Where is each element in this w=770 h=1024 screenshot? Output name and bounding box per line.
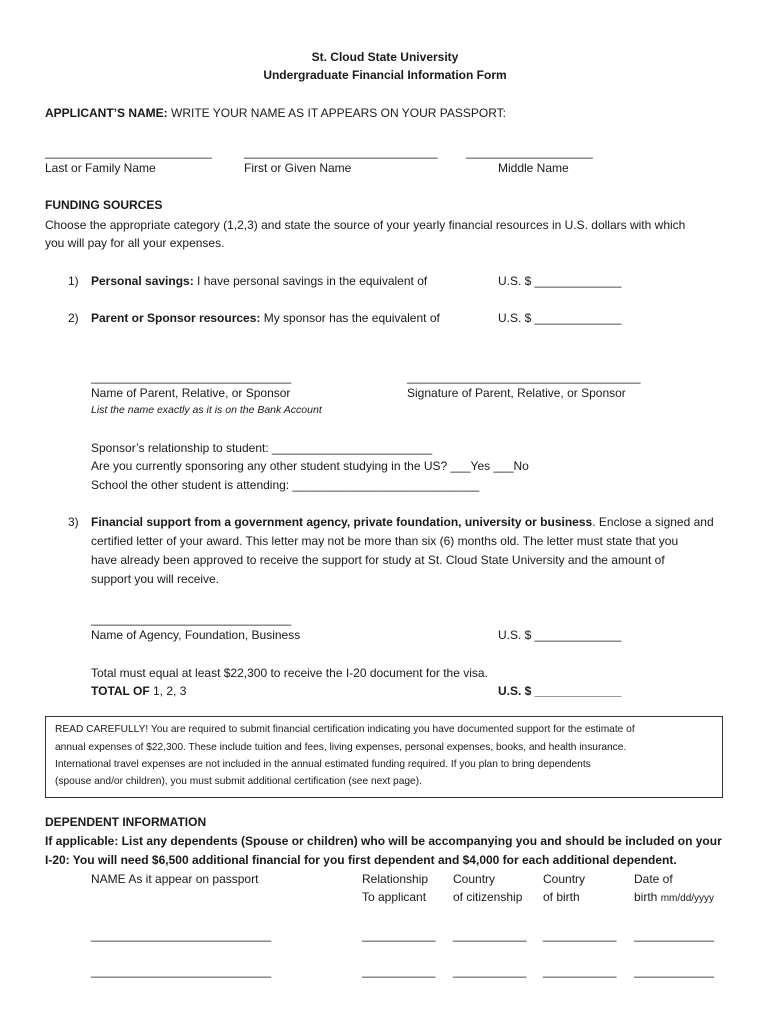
dependent-1-relationship-field[interactable]: ___________: [362, 928, 436, 942]
item3-line1: [91, 515, 714, 529]
sponsor-signature-field[interactable]: ___________________________________: [407, 370, 641, 384]
item1-number: 1): [68, 274, 79, 288]
dependent-line2: I-20: You will need $6,500 additional financial for you first dependent and $4,000 for each additional dependent.: [45, 853, 677, 867]
dependent-line1: If applicable: List any dependents (Spouse or children) who will be accompanying you and should be included on your: [45, 834, 722, 848]
notice-line2: annual expenses of $22,300. These include tuition and fees, living expenses, personal expenses, books, and health insurance.: [55, 742, 627, 753]
col-dob-label: birth: [634, 890, 658, 904]
item3-line3: have already been approved to receive the support for study at St. Cloud State University and the amount of: [91, 553, 665, 567]
read-carefully-notice: [45, 716, 723, 798]
dependent-2-name-field[interactable]: ___________________________: [91, 964, 272, 978]
item3-text1: . Enclose a signed and: [592, 515, 714, 529]
dependent-heading: DEPENDENT INFORMATION: [45, 815, 207, 829]
item2-bold: Parent or Sponsor resources:: [91, 311, 261, 325]
form-title: Undergraduate Financial Information Form: [263, 68, 507, 82]
dependent-2-citizenship-field[interactable]: ___________: [453, 964, 527, 978]
sponsor-signature-label: Signature of Parent, Relative, or Sponsor: [407, 386, 626, 400]
agency-name-label: Name of Agency, Foundation, Business: [91, 628, 301, 642]
dependent-1-birth-country-field[interactable]: ___________: [543, 928, 617, 942]
sponsor-name-field[interactable]: ______________________________: [91, 370, 292, 384]
item3-number: 3): [68, 515, 79, 529]
col-dob-header-2: [634, 890, 714, 904]
total-bold: TOTAL OF: [91, 684, 150, 698]
funding-intro-line1: Choose the appropriate category (1,2,3) and state the source of your yearly financial resources in U.S. dollars with which: [45, 218, 686, 232]
item3-line4: support you will receive.: [91, 572, 220, 586]
agency-name-field[interactable]: ______________________________: [91, 612, 292, 626]
total-text: 1, 2, 3: [149, 684, 187, 698]
other-student-school-field[interactable]: School the other student is attending: ____________________________: [91, 478, 480, 492]
applicant-instruction: [45, 106, 506, 120]
sponsor-name-label: Name of Parent, Relative, or Sponsor: [91, 386, 291, 400]
item1-bold: Personal savings:: [91, 274, 194, 288]
col-birth-country-header-2: of birth: [543, 890, 580, 904]
item1-amount-field[interactable]: U.S. $ _____________: [498, 274, 622, 288]
funding-heading: FUNDING SOURCES: [45, 198, 163, 212]
dependent-2-dob-field[interactable]: ____________: [634, 964, 715, 978]
col-dob-format: mm/dd/yyyy: [660, 893, 715, 904]
col-relationship-header-2: To applicant: [362, 890, 427, 904]
item2-text: [91, 311, 440, 325]
first-name-label: First or Given Name: [244, 161, 352, 175]
applicant-label: APPLICANT’S NAME:: [45, 106, 168, 120]
dependent-2-relationship-field[interactable]: ___________: [362, 964, 436, 978]
university-name: St. Cloud State University: [311, 50, 459, 64]
sponsor-relationship-field[interactable]: Sponsor’s relationship to student: ________________________: [91, 441, 433, 455]
col-citizenship-header-2: of citizenship: [453, 890, 523, 904]
other-student-question[interactable]: Are you currently sponsoring any other student studying in the US? ___Yes ___No: [91, 459, 529, 473]
item3-amount-field[interactable]: U.S. $ _____________: [498, 628, 622, 642]
dependent-2-birth-country-field[interactable]: ___________: [543, 964, 617, 978]
dependent-1-dob-field[interactable]: ____________: [634, 928, 715, 942]
funding-intro-line2: you will pay for all your expenses.: [45, 236, 225, 250]
total-amount-field[interactable]: U.S. $ _____________: [498, 684, 622, 698]
item1-text: [91, 274, 427, 288]
notice-line1: READ CAREFULLY! You are required to submit financial certification indicating you have documented support for the estimate of: [55, 724, 635, 735]
middle-name-field[interactable]: ___________________: [466, 145, 593, 159]
item3-bold: Financial support from a government agency, private foundation, university or business: [91, 515, 593, 529]
last-name-label: Last or Family Name: [45, 161, 156, 175]
applicant-instruction-text: WRITE YOUR NAME AS IT APPEARS ON YOUR PASSPORT:: [171, 106, 506, 120]
col-name-header: NAME As it appear on passport: [91, 872, 259, 886]
dependent-1-citizenship-field[interactable]: ___________: [453, 928, 527, 942]
total-label: [91, 684, 186, 698]
last-name-field[interactable]: _________________________: [45, 145, 212, 159]
notice-line4: (spouse and/or children), you must submit additional certification (see next page).: [55, 776, 422, 787]
middle-name-label: Middle Name: [498, 161, 569, 175]
total-note: Total must equal at least $22,300 to receive the I-20 document for the visa.: [91, 666, 488, 680]
col-dob-header-1: Date of: [634, 872, 673, 886]
col-birth-country-header-1: Country: [543, 872, 586, 886]
first-name-field[interactable]: _____________________________: [244, 145, 438, 159]
item2-number: 2): [68, 311, 79, 325]
notice-line3: International travel expenses are not included in the annual estimated funding required. If you plan to bring dependents: [55, 759, 591, 770]
item3-line2: certified letter of your award. This letter may not be more than six (6) months old. The letter must state that you: [91, 534, 679, 548]
col-citizenship-header-1: Country: [453, 872, 496, 886]
sponsor-name-note: List the name exactly as it is on the Bank Account: [91, 404, 322, 416]
item2-desc: My sponsor has the equivalent of: [260, 311, 440, 325]
dependent-1-name-field[interactable]: ___________________________: [91, 928, 272, 942]
item2-amount-field[interactable]: U.S. $ _____________: [498, 311, 622, 325]
item1-desc: I have personal savings in the equivalent of: [193, 274, 428, 288]
col-relationship-header-1: Relationship: [362, 872, 429, 886]
